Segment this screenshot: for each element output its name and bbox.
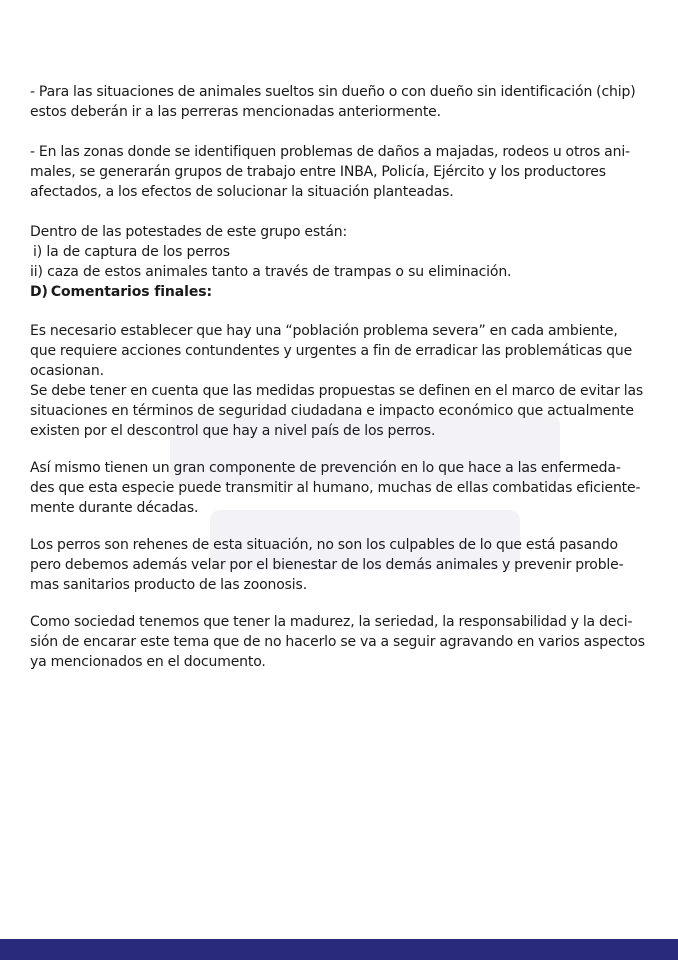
text-line: situaciones en términos de seguridad ciudadana e impacto económico que actualmente	[30, 403, 634, 419]
text-line: Los perros son rehenes de esta situación, no son los culpables de lo que está pasando	[30, 537, 618, 553]
section-heading	[30, 282, 650, 302]
text-line: - En las zonas donde se identifiquen problemas de daños a majadas, rodeos u otros ani-	[30, 144, 630, 160]
paragraph-society	[30, 612, 650, 672]
paragraph-severe-population	[30, 321, 650, 441]
footer-bar	[0, 939, 678, 960]
text-line: sión de encarar este tema que de no hacerlo se va a seguir agravando en varios aspectos	[30, 634, 645, 650]
text-line: des que esta especie puede transmitir al humano, muchas de ellas combatidas eficiente-	[30, 480, 641, 496]
text-line: ocasionan.	[30, 363, 104, 379]
text-line: ya mencionados en el documento.	[30, 654, 266, 670]
text-line: Así mismo tienen un gran componente de prevención en lo que hace a las enfermeda-	[30, 460, 621, 476]
powers-list	[30, 242, 650, 282]
text-line: que requiere acciones contundentes y urgentes a fin de erradicar las problemáticas que	[30, 343, 633, 359]
document-page	[30, 82, 650, 672]
paragraph-dogs-hostages	[30, 535, 650, 595]
text-line: pero debemos además velar por el bienestar de los demás animales y prevenir proble-	[30, 557, 624, 573]
text-line: males, se generarán grupos de trabajo entre INBA, Policía, Ejército y los productores	[30, 164, 606, 180]
paragraph-prevention	[30, 458, 650, 518]
section-title: Comentarios finales:	[50, 284, 212, 300]
text-line: - Para las situaciones de animales sueltos sin dueño o con dueño sin identificación (chip)	[30, 84, 636, 100]
text-line: existen por el descontrol que hay a nivel país de los perros.	[30, 423, 436, 439]
paragraph-group-powers	[30, 222, 650, 242]
text-line: mente durante décadas.	[30, 500, 199, 516]
text-line: estos deberán ir a las perreras mencionadas anteriormente.	[30, 104, 441, 120]
paragraph-loose-animals	[30, 82, 650, 122]
text-line: Como sociedad tenemos que tener la madurez, la seriedad, la responsabilidad y la deci-	[30, 614, 633, 630]
text-line: mas sanitarios producto de las zoonosis.	[30, 577, 307, 593]
list-item: i) la de captura de los perros	[33, 244, 230, 260]
paragraph-livestock-damage	[30, 142, 650, 202]
list-item: ii) caza de estos animales tanto a través de trampas o su eliminación.	[30, 264, 512, 280]
text-line: Se debe tener en cuenta que las medidas propuestas se definen en el marco de evitar las	[30, 383, 644, 399]
section-letter: D)	[30, 284, 48, 300]
text-line: Dentro de las potestades de este grupo están:	[30, 224, 348, 240]
text-line: afectados, a los efectos de solucionar la situación planteadas.	[30, 184, 454, 200]
text-line: Es necesario establecer que hay una “población problema severa” en cada ambiente,	[30, 323, 618, 339]
